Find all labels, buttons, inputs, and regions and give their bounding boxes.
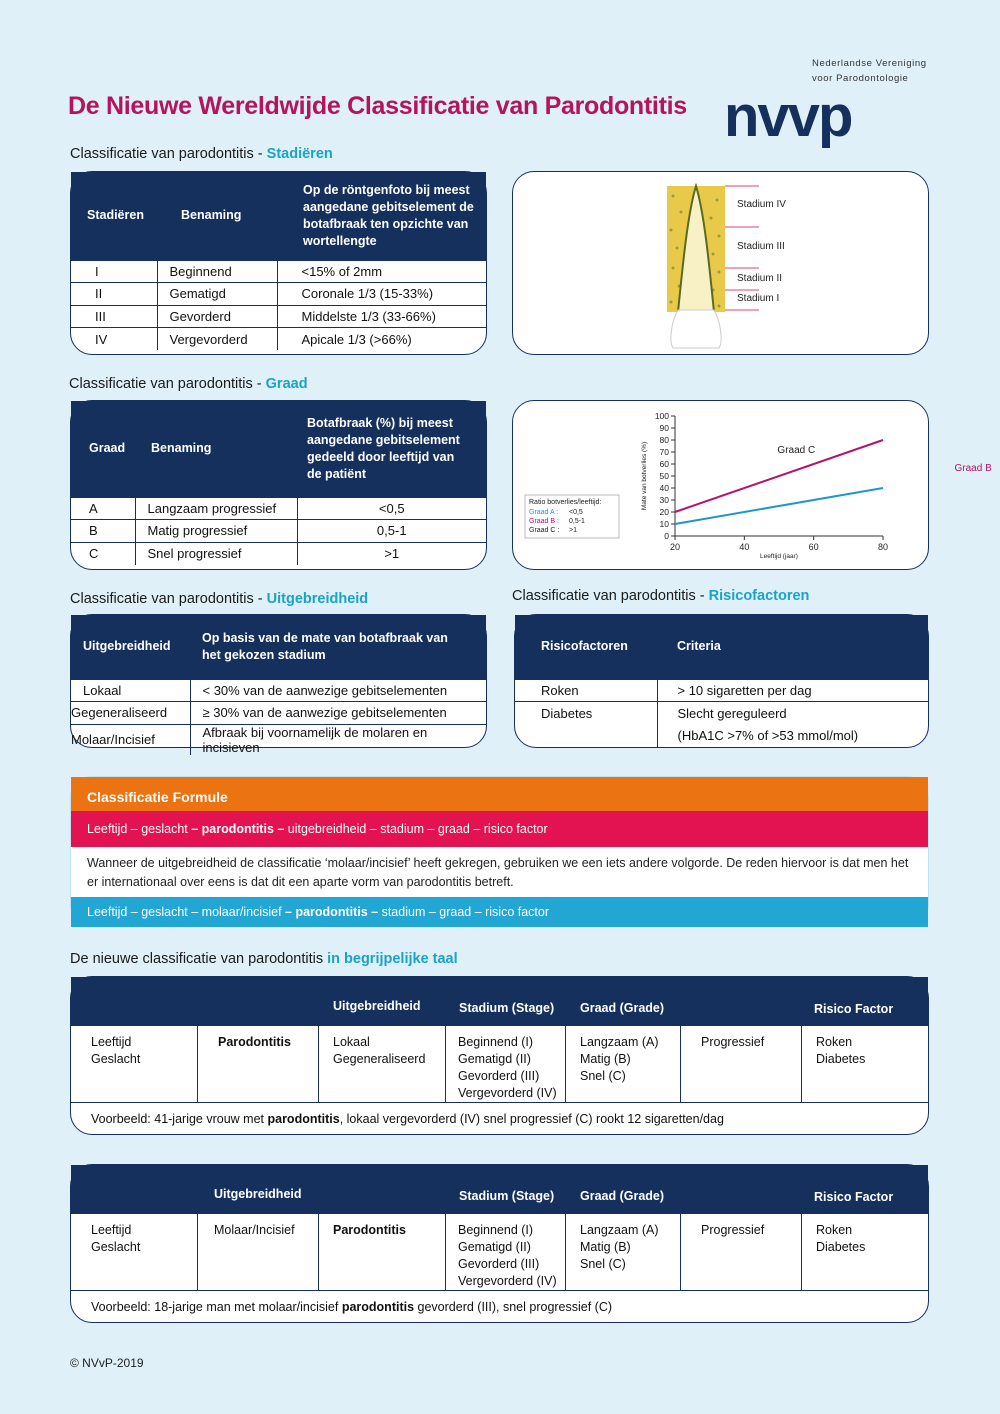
y-tick-label: 50 — [659, 471, 669, 481]
section-graad-title: Classificatie van parodontitis - Graad — [69, 376, 308, 392]
table-row: III Gevorderd Middelste 1/3 (33-66%) — [71, 305, 486, 328]
taal-table-1-header — [71, 977, 928, 1025]
table-row: (HbA1C >7% of >53 mmol/mol) — [515, 724, 928, 747]
y-tick-label: 10 — [659, 519, 669, 529]
header-uitgebreidheid: Uitgebreidheid — [333, 999, 421, 1013]
series-label: Graad C — [777, 445, 816, 457]
header-risicofactoren: Risicofactoren — [515, 615, 657, 679]
page-title: De Nieuwe Wereldwijde Classificatie van Parodontitis — [68, 92, 687, 120]
header-botafbraak: Botafbraak (%) bij meest aangedane gebitselement gedeeld door leeftijd van de patiënt — [297, 401, 486, 497]
table-row: Molaar/Incisief Afbraak bij voornamelijk de molaren en incisieven — [71, 724, 486, 755]
legend-item-value: <0,5 — [569, 509, 583, 516]
org-line-2: voor Parodontologie — [812, 73, 909, 84]
section-stadieren-title: Classificatie van parodontitis - Stadiëren — [70, 146, 333, 162]
stadieren-table — [70, 171, 487, 355]
legend-item-value: 0,5-1 — [569, 518, 585, 525]
formule-body: Wanneer de uitgebreidheid de classificatie ‘molaar/incisief’ heeft gekregen, gebruiken we een iets andere volgorde. De reden hiervoor is dat men het er internationaal over eens is dat dit een aparte vorm van parodontitis betreft. — [87, 856, 909, 889]
x-axis-label: Leeftijd (jaar) — [760, 553, 798, 560]
stadium-iii-label: Stadium III — [737, 241, 785, 252]
y-tick-label: 100 — [654, 411, 669, 421]
table-row: IV Vergevorderd Apicale 1/3 (>66%) — [71, 328, 486, 351]
header-stadium: Stadium (Stage) — [459, 1001, 555, 1015]
stadium-iv-label: Stadium IV — [737, 199, 786, 210]
nvvp-logo — [724, 84, 906, 150]
table-row: Lokaal < 30% van de aanwezige gebitselementen — [71, 679, 486, 702]
header-basis: Op basis van de mate van botafbraak van het gekozen stadium — [190, 615, 486, 679]
series-line — [675, 488, 883, 524]
y-tick-label: 20 — [659, 507, 669, 517]
table-row: Diabetes Slecht gereguleerd — [515, 702, 928, 725]
org-line-1: Nederlandse Vereniging — [812, 58, 927, 69]
header-rontgen: Op de röntgenfoto bij meest aangedane gebitselement de botafbraak ten opzichte van wortellengte — [277, 172, 486, 260]
legend-item-value: >1 — [569, 527, 577, 534]
table-row: A Langzaam progressief <0,5 — [71, 497, 486, 520]
header-stadieren: Stadiëren — [71, 172, 157, 260]
header-uitgebreidheid: Uitgebreidheid — [71, 615, 190, 679]
logo-text: nvvp — [724, 84, 852, 149]
uitgebreidheid-table — [70, 614, 487, 755]
classificatie-formule — [70, 776, 929, 926]
taal-table-1-example: Voorbeeld: 41-jarige vrouw met parodontitis, lokaal vergevorderd (IV) snel progressief (C) rookt 12 sigaretten/dag — [91, 1112, 724, 1126]
taal-table-1 — [70, 976, 929, 1135]
graad-chart — [513, 401, 992, 571]
graad-chart-card — [512, 400, 992, 570]
table-row: C Snel progressief >1 — [71, 542, 486, 565]
header-risico-factor: Risico Factor — [814, 1190, 894, 1204]
table-row: I Beginnend <15% of 2mm — [71, 260, 486, 283]
x-tick-label: 40 — [739, 542, 750, 552]
section-risicofactoren-title: Classificatie van parodontitis - Risicofactoren — [512, 588, 810, 604]
section-uitgebreidheid-title: Classificatie van parodontitis - Uitgebreidheid — [70, 591, 369, 607]
x-tick-label: 60 — [808, 542, 819, 552]
header-stadium: Stadium (Stage) — [459, 1189, 555, 1203]
formule-line-2: Leeftijd – geslacht – molaar/incisief – parodontitis – stadium – graad – risico factor — [71, 897, 928, 927]
legend-title: Ratio botverlies/leeftijd: — [529, 499, 602, 506]
table-row: Roken > 10 sigaretten per dag — [515, 679, 928, 702]
y-tick-label: 70 — [659, 447, 669, 457]
x-tick-label: 20 — [669, 542, 681, 552]
header-criteria: Criteria — [657, 615, 928, 679]
y-axis-label: Mate van botverlies (%) — [641, 441, 648, 511]
y-tick-label: 40 — [659, 483, 669, 493]
header-graad: Graad (Grade) — [580, 1189, 665, 1203]
formule-title: Classificatie Formule — [71, 777, 928, 811]
header-risico-factor: Risico Factor — [814, 1002, 894, 1016]
y-tick-label: 30 — [659, 495, 669, 505]
tooth-diagram-card — [512, 171, 929, 355]
header-graad: Graad — [71, 401, 135, 497]
series-label: Graad B — [954, 463, 992, 475]
legend-item-label: Graad C : — [529, 527, 560, 534]
tooth-diagram — [513, 172, 930, 356]
y-tick-label: 80 — [659, 435, 669, 445]
stadium-i-label: Stadium I — [737, 293, 780, 304]
header-uitgebreidheid: Uitgebreidheid — [214, 1187, 302, 1201]
y-tick-label: 90 — [659, 423, 669, 433]
taal-table-2-example: Voorbeeld: 18-jarige man met molaar/incisief parodontitis gevorderd (III), snel progressief (C) — [91, 1300, 613, 1314]
copyright: © NVvP-2019 — [70, 1356, 144, 1370]
formule-line-1: Leeftijd – geslacht – parodontitis – uitgebreidheid – stadium – graad – risico factor — [71, 811, 928, 847]
y-tick-label: 60 — [659, 459, 669, 469]
header-benaming: Benaming — [135, 401, 297, 497]
taal-table-2-row: Leeftijd Geslacht Molaar/Incisief Parodontitis Beginnend (I) Gematigd (II) Gevorderd (III) Vergevorderd (IV) Langzaam (A) Matig (B) Snel (C) Progressief Roken Diabetes — [71, 1213, 928, 1291]
table-row: Gegeneraliseerd ≥ 30% van de aanwezige gebitselementen — [71, 702, 486, 725]
legend-item-label: Graad B : — [529, 518, 559, 525]
x-tick-label: 80 — [877, 542, 889, 552]
org-subtitle — [812, 56, 927, 86]
stadium-ii-label: Stadium II — [737, 273, 783, 284]
header-graad: Graad (Grade) — [580, 1001, 665, 1015]
legend-item-label: Graad A : — [529, 509, 559, 516]
tooth-crown — [671, 310, 721, 348]
table-row: II Gematigd Coronale 1/3 (15-33%) — [71, 283, 486, 306]
risicofactoren-table — [514, 614, 929, 748]
section-taal-title: De nieuwe classificatie van parodontitis in begrijpelijke taal — [70, 951, 458, 967]
taal-table-2 — [70, 1164, 929, 1323]
graad-table — [70, 400, 487, 570]
header-benaming: Benaming — [157, 172, 277, 260]
table-row: B Matig progressief 0,5-1 — [71, 520, 486, 543]
taal-table-2-header — [71, 1165, 928, 1213]
y-tick-label: 0 — [664, 531, 669, 541]
taal-table-1-row: Leeftijd Geslacht Parodontitis Lokaal Gegeneraliseerd Beginnend (I) Gematigd (II) Gevorderd (III) Vergevorderd (IV) Langzaam (A) Matig (B) Snel (C) Progressief Roken Diabetes — [71, 1025, 928, 1103]
